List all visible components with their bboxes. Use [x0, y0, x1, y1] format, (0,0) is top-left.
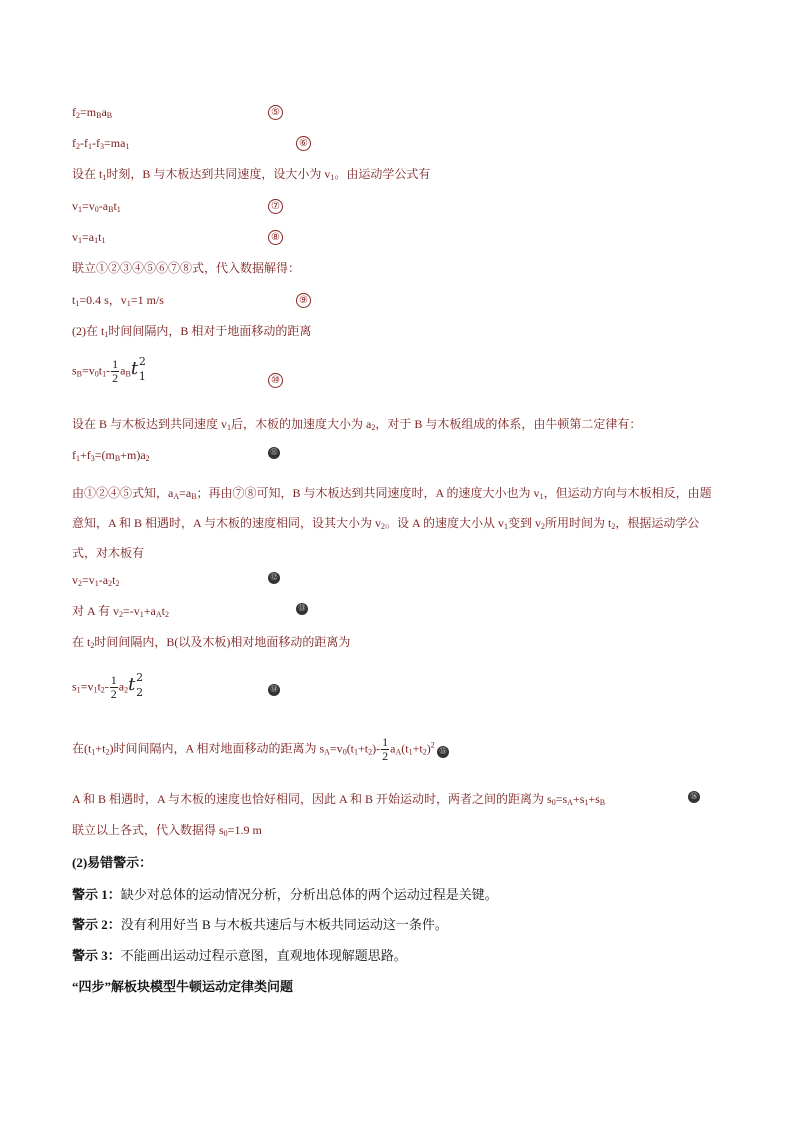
eq-9: $t_1=0.4$ s，$v_1=1$ m/s	[72, 293, 164, 308]
eq-7: $v_1=v_0-a_Bt_1$	[72, 199, 121, 214]
warning-2: 警示 2：没有利用好当 B 与木板共速后与木板共同运动这一条件。	[72, 917, 448, 932]
section-heading-four-steps: “四步”解板块模型牛顿运动定律类问题	[72, 979, 294, 994]
eq-13: 对 A 有 $v_2=-v_1+a_At_2$	[72, 604, 169, 619]
text-line-t2: 在 $t_2$时间间隔内，B(以及木板)相对地面移动的距离为	[72, 635, 351, 650]
eq-number-9: ⑨	[296, 293, 311, 308]
eq-number-8: ⑧	[268, 230, 283, 245]
warnings-title: (2)易错警示：	[72, 855, 153, 870]
eq-number-11: ⑪	[268, 447, 280, 459]
eq-number-12: ⑫	[268, 572, 280, 584]
eq-8: $v_1=a_1t_1$	[72, 230, 106, 245]
text-paragraph-analysis: 由①②④⑤式知，$a_A=a_B$；再由⑦⑧可知，B 与木板达到共同速度时，A 的速度大小也为 $v_1$，但运动方向与木板相反，由题意知，A 和 B 相遇时，A 与木板的速度相同，设其大小为 $v_2$。设 A 的速度大小从 $v_1$变到 $v_2$所用时间为 $t_2$，根据运动学公式，对木板有	[72, 486, 712, 560]
text-line-t1: 设在 $t_1$时刻，B 与木板达到共同速度，设大小为 $v_1$。由运动学公式有	[72, 167, 431, 182]
eq-11: $f_1+f_3=(m_B+m)a_2$	[72, 448, 150, 463]
text-line-result: 联立以上各式，代入数据得 $s_0=1.9$ m	[72, 823, 262, 838]
eq-12: $v_2=v_1-a_2t_2$	[72, 573, 120, 588]
eq-number-10: ⑩	[268, 373, 283, 388]
eq-15: 在$(t_1+t_2)$时间间隔内，A 相对地面移动的距离为 $s_A=v_0(t_1+t_2)-$ $\frac{1}{2}$ $a_A(t_1+t_2)^2$	[72, 735, 435, 763]
warning-3: 警示 3：不能画出运动过程示意图，直观地体现解题思路。	[72, 948, 407, 963]
eq-number-5: ⑤	[268, 105, 283, 120]
eq-5: $f_2=m_Ba_B$	[72, 105, 113, 120]
eq-number-14: ⑭	[268, 684, 280, 696]
eq-number-6: ⑥	[296, 136, 311, 151]
eq-10: $s_B=v_0t_1-$ $\frac{1}{2}$ $a_Bt$ 2 1	[72, 355, 146, 385]
eq-6: $f_2-f_1-f_3=ma_1$	[72, 136, 130, 151]
eq-number-15: ⑮	[437, 746, 449, 758]
warning-1: 警示 1：缺少对总体的运动情况分析，分析出总体的两个运动过程是关键。	[72, 887, 498, 902]
eq-number-16: ⑯	[688, 791, 700, 803]
text-line-solve: 联立①②③④⑤⑥⑦⑧式，代入数据解得：	[72, 261, 301, 275]
eq-14: $s_1=v_1t_2-$ $\frac{1}{2}$ $a_2t$ 2 2	[72, 671, 144, 701]
text-line-part2: (2)在 $t_1$时间间隔内，B 相对于地面移动的距离	[72, 324, 312, 339]
text-line-a2: 设在 B 与木板达到共同速度 $v_1$后，木板的加速度大小为 $a_2$，对于 B 与木板组成的体系，由牛顿第二定律有：	[72, 417, 642, 432]
eq-number-7: ⑦	[268, 199, 283, 214]
eq-number-13: ⑬	[296, 603, 308, 615]
eq-16: A 和 B 相遇时，A 与木板的速度也恰好相同，因此 A 和 B 开始运动时，两者之间的距离为 $s_0=s_A+s_1+s_B$	[72, 792, 606, 807]
